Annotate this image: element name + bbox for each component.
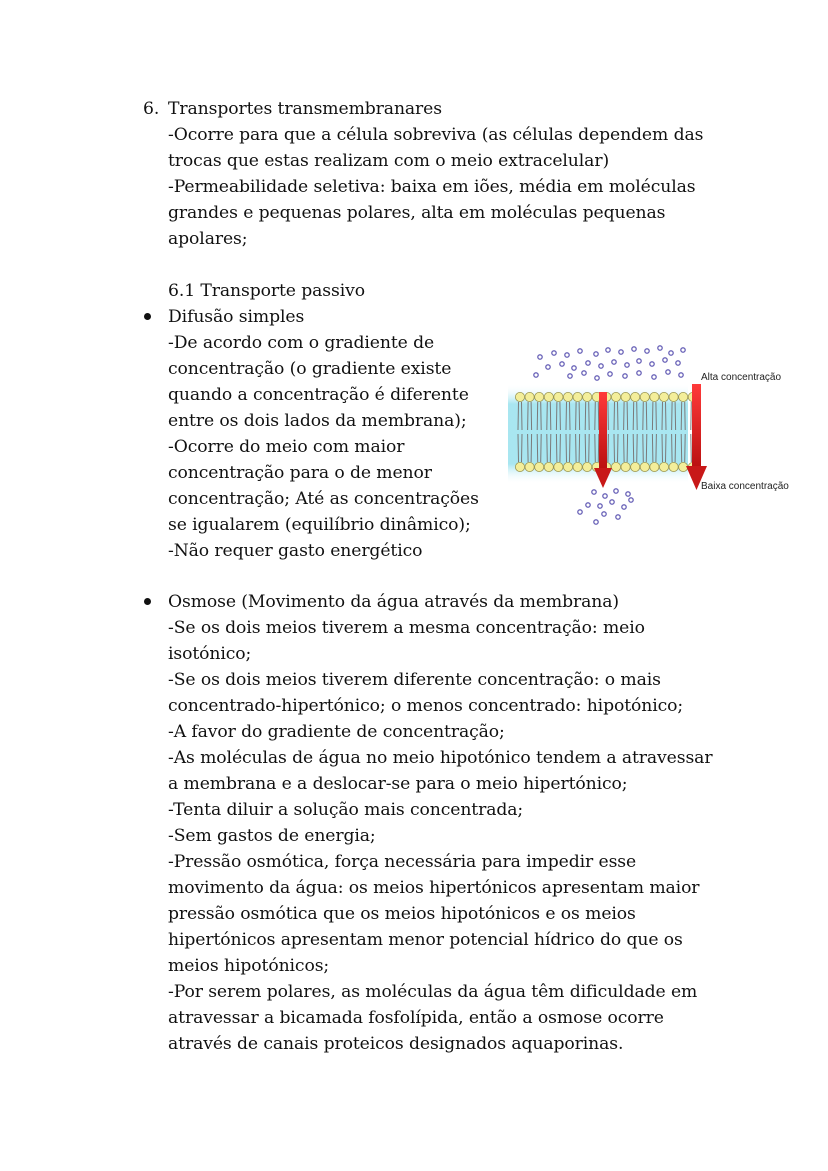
solute-molecule: [666, 370, 670, 374]
phospholipid-head: [659, 462, 668, 471]
phospholipid-head: [669, 462, 678, 471]
phospholipid-head: [621, 392, 630, 401]
osmosis-line: -As moléculas de água no meio hipotónico tendem a atravessar: [168, 748, 713, 768]
phospholipid-head: [525, 392, 534, 401]
solute-molecule: [565, 353, 569, 357]
solute-molecule: [603, 494, 607, 498]
osmosis-line: isotónico;: [168, 644, 252, 664]
diffusion-line: entre os dois lados da membrana);: [168, 411, 467, 431]
intro-line: -Permeabilidade seletiva: baixa em iões, média em moléculas: [168, 177, 696, 197]
phospholipid-head: [525, 462, 534, 471]
solute-molecule: [595, 376, 599, 380]
osmosis-line: pressão osmótica que os meios hipotónicos e os meios: [168, 904, 636, 924]
phospholipid-head: [544, 392, 553, 401]
solute-molecule: [681, 348, 685, 352]
osmosis-line: meios hipotónicos;: [168, 956, 330, 976]
phospholipid-head: [554, 462, 563, 471]
osmosis-line: -Tenta diluir a solução mais concentrada;: [168, 800, 524, 820]
solute-molecule: [625, 363, 629, 367]
phospholipid-head: [573, 462, 582, 471]
solute-molecule: [616, 515, 620, 519]
diffusion-line: concentração; Até as concentrações: [168, 489, 479, 509]
solute-molecule: [546, 365, 550, 369]
solute-molecule: [669, 351, 673, 355]
diffusion-line: concentração para o de menor: [168, 463, 432, 483]
phospholipid-head: [583, 392, 592, 401]
membrane-diagram: [508, 340, 800, 530]
phospholipid-head: [544, 462, 553, 471]
solute-molecule: [592, 490, 596, 494]
solute-molecule: [598, 504, 602, 508]
solute-molecule: [538, 355, 542, 359]
low-concentration-label: Baixa concentração: [701, 481, 789, 492]
solute-molecule: [552, 351, 556, 355]
diffusion-line: se igualarem (equilíbrio dinâmico);: [168, 515, 471, 535]
intro-line: grandes e pequenas polares, alta em moléculas pequenas: [168, 203, 666, 223]
solute-molecule: [602, 512, 606, 516]
solute-molecule: [652, 375, 656, 379]
phospholipid-head: [679, 392, 688, 401]
osmosis-line: -Pressão osmótica, força necessária para impedir esse: [168, 852, 637, 872]
solute-molecule: [645, 349, 649, 353]
solute-molecule: [582, 371, 586, 375]
intro-line: apolares;: [168, 229, 248, 249]
solute-molecule: [626, 492, 630, 496]
diffusion-membrane-figure: [508, 340, 800, 530]
phospholipid-head: [573, 392, 582, 401]
solute-molecule: [663, 358, 667, 362]
solute-molecule: [629, 498, 633, 502]
osmosis-line: -Se os dois meios tiverem a mesma concentração: meio: [168, 618, 645, 638]
osmosis-line: -Por serem polares, as moléculas da água têm dificuldade em: [168, 982, 698, 1002]
phospholipid-head: [515, 392, 524, 401]
solute-molecule: [594, 520, 598, 524]
solute-molecule: [632, 347, 636, 351]
phospholipid-head: [650, 392, 659, 401]
phospholipid-head: [535, 462, 544, 471]
bullet-dot: [144, 313, 151, 320]
solute-molecule: [619, 350, 623, 354]
solute-molecule: [650, 362, 654, 366]
diffusion-line: -De acordo com o gradiente de: [168, 333, 435, 353]
high-concentration-label: Alta concentração: [701, 372, 782, 383]
diffusion-line: -Não requer gasto energético: [168, 541, 423, 561]
solute-molecule: [586, 361, 590, 365]
solute-molecule: [578, 349, 582, 353]
solute-molecule: [534, 373, 538, 377]
osmosis-line: concentrado-hipertónico; o menos concentrado: hipotónico;: [168, 696, 684, 716]
solute-molecule: [599, 364, 603, 368]
phospholipid-head: [611, 392, 620, 401]
solute-molecule: [578, 510, 582, 514]
solute-molecule: [608, 372, 612, 376]
phospholipid-head: [669, 392, 678, 401]
solute-molecule: [614, 489, 618, 493]
phospholipid-head: [640, 462, 649, 471]
osmosis-heading: Osmose (Movimento da água através da membrana): [168, 592, 620, 612]
solute-molecule: [637, 371, 641, 375]
phospholipid-head: [631, 392, 640, 401]
phospholipid-head: [554, 392, 563, 401]
solute-molecule: [658, 346, 662, 350]
diffusion-line: -Ocorre do meio com maior: [168, 437, 405, 457]
phospholipid-head: [563, 392, 572, 401]
osmosis-line: -Sem gastos de energia;: [168, 826, 376, 846]
solute-molecule: [572, 366, 576, 370]
osmosis-line: -Se os dois meios tiverem diferente concentração: o mais: [168, 670, 661, 690]
phospholipid-head: [563, 462, 572, 471]
solute-molecule: [637, 359, 641, 363]
solute-molecule: [623, 374, 627, 378]
intro-line: -Ocorre para que a célula sobreviva (as células dependem das: [168, 125, 704, 145]
phospholipid-head: [659, 392, 668, 401]
solute-molecule: [560, 362, 564, 366]
osmosis-line: através de canais proteicos designados aquaporinas.: [168, 1034, 624, 1054]
solute-molecule: [594, 352, 598, 356]
bullet-dot: [144, 598, 151, 605]
diffusion-line: quando a concentração é diferente: [168, 385, 469, 405]
diffusion-line: concentração (o gradiente existe: [168, 359, 452, 379]
osmosis-line: atravessar a bicamada fosfolípida, então a osmose ocorre: [168, 1008, 664, 1028]
phospholipid-head: [515, 462, 524, 471]
solute-molecule: [586, 503, 590, 507]
osmosis-line: a membrana e a deslocar-se para o meio hipertónico;: [168, 774, 628, 794]
phospholipid-head: [621, 462, 630, 471]
solute-molecule: [622, 505, 626, 509]
phospholipid-head: [611, 462, 620, 471]
phospholipid-head: [583, 462, 592, 471]
osmosis-line: -A favor do gradiente de concentração;: [168, 722, 505, 742]
subsection-title: 6.1 Transporte passivo: [168, 281, 365, 301]
osmosis-line: movimento da água: os meios hipertónicos apresentam maior: [168, 878, 700, 898]
phospholipid-head: [679, 462, 688, 471]
solute-molecule: [612, 360, 616, 364]
section-title: Transportes transmembranares: [168, 99, 442, 119]
solute-molecule: [610, 500, 614, 504]
section-number: 6.: [143, 99, 160, 119]
solute-molecule: [679, 373, 683, 377]
diffusion-heading: Difusão simples: [168, 307, 305, 327]
osmosis-line: hipertónicos apresentam menor potencial hídrico do que os: [168, 930, 683, 950]
phospholipid-head: [640, 392, 649, 401]
phospholipid-head: [535, 392, 544, 401]
solute-molecule: [606, 348, 610, 352]
intro-line: trocas que estas realizam com o meio extracelular): [168, 151, 610, 171]
phospholipid-head: [631, 462, 640, 471]
solute-molecule: [568, 374, 572, 378]
solute-molecule: [676, 361, 680, 365]
phospholipid-head: [650, 462, 659, 471]
